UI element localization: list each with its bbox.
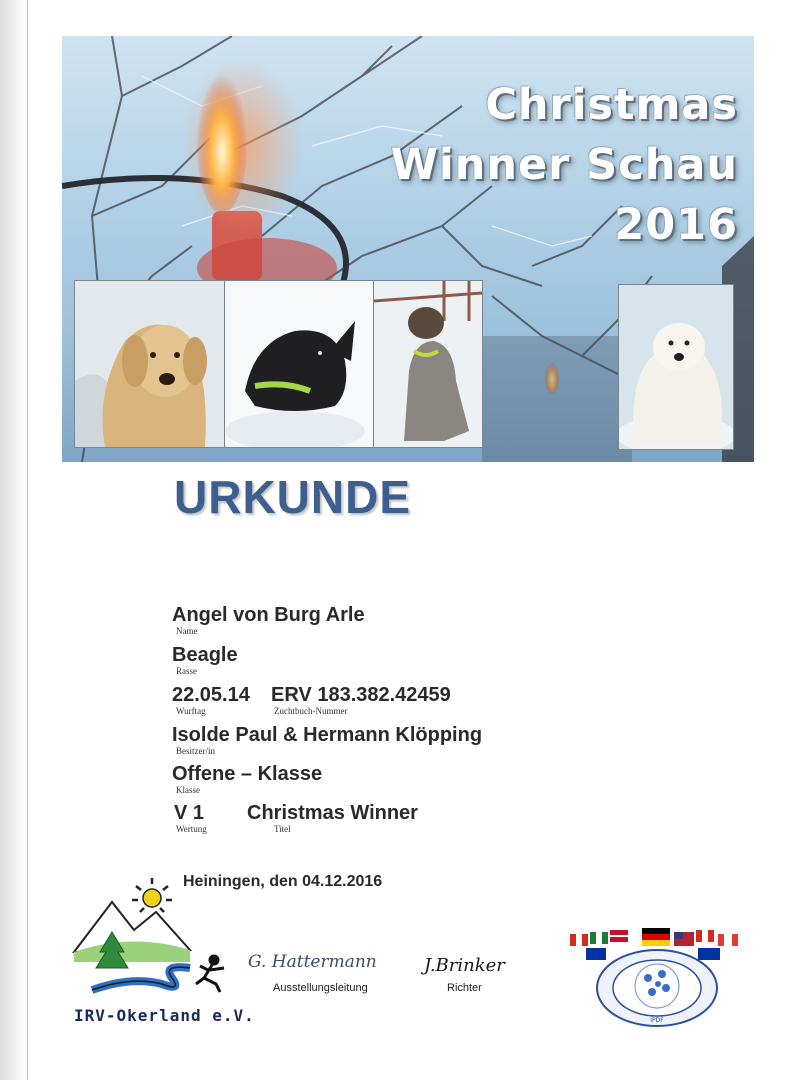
organization-name: IRV-Okerland e.V. <box>74 1006 255 1025</box>
judge-signature: J.Brinker <box>424 955 505 976</box>
irv-okerland-logo <box>72 872 242 1002</box>
class-caption: Klasse <box>176 785 200 795</box>
ipdf-seal-logo <box>568 926 746 1028</box>
sun-icon <box>132 878 172 912</box>
breed-value: Beagle <box>172 644 238 666</box>
scan-page-edge <box>0 0 28 1080</box>
dog-name-caption: Name <box>176 626 198 636</box>
title-award-value: Christmas Winner <box>247 802 418 824</box>
studbook-number-caption: Zuchtbuch-Nummer <box>274 706 348 716</box>
white-dog-in-snow-photo <box>618 284 734 450</box>
banner-title-line-1: Christmas <box>485 80 738 130</box>
dog-name-value: Angel von Burg Arle <box>172 604 365 626</box>
show-management-caption: Ausstellungsleitung <box>273 982 368 994</box>
seal-center-text: IPDF <box>650 1017 664 1024</box>
owner-value: Isolde Paul & Hermann Klöpping <box>172 724 483 746</box>
document-title: URKUNDE <box>174 471 411 523</box>
title-award-caption: Titel <box>274 824 291 834</box>
rating-caption: Wertung <box>176 824 207 834</box>
whelped-date-value: 22.05.14 <box>172 684 250 706</box>
banner-title-line-3: 2016 <box>614 200 738 250</box>
breed-caption: Rasse <box>176 666 197 676</box>
banner-title-line-2: Winner Schau <box>390 140 738 190</box>
judge-caption: Richter <box>447 982 482 994</box>
class-value: Offene – Klasse <box>172 763 323 785</box>
whelped-date-caption: Wurftag <box>176 706 206 716</box>
place-and-date: Heiningen, den 04.12.2016 <box>183 873 383 890</box>
studbook-number-value: ERV 183.382.42459 <box>271 684 451 706</box>
rating-value: V 1 <box>174 802 205 824</box>
running-figure-icon <box>196 956 224 992</box>
owner-caption: Besitzer/in <box>176 746 215 756</box>
scan-page-border <box>27 0 28 1080</box>
pointer-dog-photo <box>373 280 483 448</box>
header-banner <box>62 36 754 462</box>
black-dog-in-snow-photo <box>224 280 374 448</box>
show-management-signature: G. Hattermann <box>248 952 377 972</box>
golden-retriever-photo <box>74 280 225 448</box>
